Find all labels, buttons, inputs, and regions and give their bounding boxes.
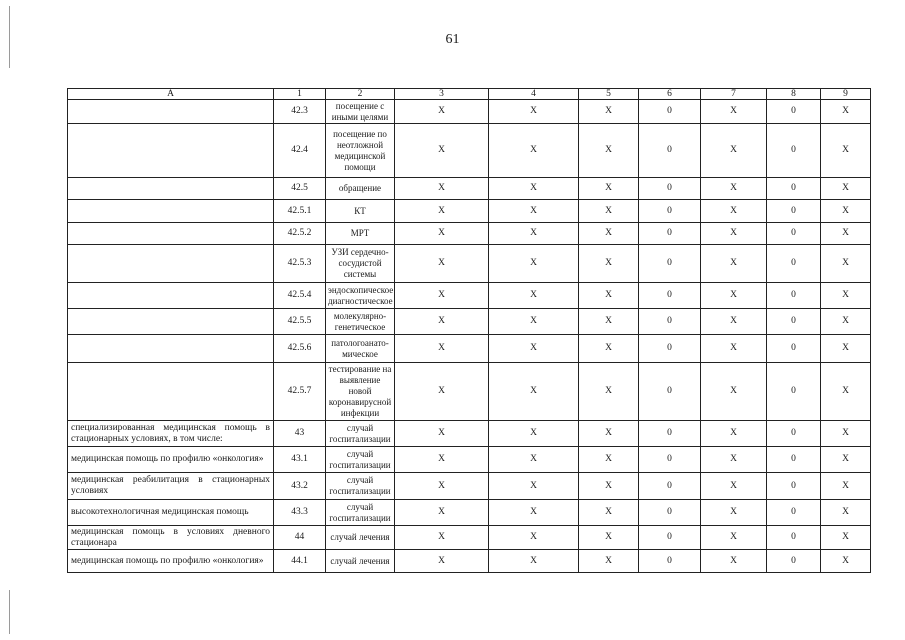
table-row xyxy=(68,309,871,335)
column-header: 6 xyxy=(639,89,701,100)
row-description-cell xyxy=(68,283,274,309)
unit-cell: молекулярно-генетическое xyxy=(326,309,395,335)
value-cell: 0 xyxy=(639,178,701,200)
row-code-cell: 42.4 xyxy=(274,124,326,178)
value-cell: X xyxy=(395,335,489,363)
value-cell: X xyxy=(489,200,579,223)
value-cell: 0 xyxy=(767,335,821,363)
table-row xyxy=(68,500,871,526)
value-cell: X xyxy=(579,200,639,223)
value-cell: X xyxy=(395,283,489,309)
value-cell: X xyxy=(821,124,871,178)
value-cell: X xyxy=(489,178,579,200)
value-cell: X xyxy=(579,550,639,573)
value-cell: X xyxy=(579,100,639,124)
unit-cell: посещение по неотложной медицинской помощи xyxy=(326,124,395,178)
margin-mark-bottom xyxy=(9,590,10,634)
value-cell: X xyxy=(821,421,871,447)
value-cell: X xyxy=(701,550,767,573)
value-cell: X xyxy=(395,526,489,550)
column-header: 3 xyxy=(395,89,489,100)
value-cell: X xyxy=(821,223,871,245)
value-cell: 0 xyxy=(767,124,821,178)
row-description-cell xyxy=(68,178,274,200)
row-description-cell xyxy=(68,223,274,245)
value-cell: 0 xyxy=(639,200,701,223)
value-cell: X xyxy=(579,526,639,550)
table-row xyxy=(68,124,871,178)
value-cell: X xyxy=(489,223,579,245)
row-code-cell: 42.5.1 xyxy=(274,200,326,223)
unit-cell: обращение xyxy=(326,178,395,200)
value-cell: X xyxy=(489,309,579,335)
row-code-cell: 42.3 xyxy=(274,100,326,124)
value-cell: X xyxy=(489,124,579,178)
column-header: 9 xyxy=(821,89,871,100)
value-cell: X xyxy=(579,124,639,178)
value-cell: 0 xyxy=(767,245,821,283)
value-cell: X xyxy=(395,473,489,500)
row-code-cell: 42.5.2 xyxy=(274,223,326,245)
column-header: 1 xyxy=(274,89,326,100)
value-cell: 0 xyxy=(767,223,821,245)
value-cell: X xyxy=(395,550,489,573)
row-description-cell xyxy=(68,200,274,223)
unit-cell: тестирование на выявление новой коронавирусной инфекции xyxy=(326,363,395,421)
value-cell: X xyxy=(821,447,871,473)
value-cell: 0 xyxy=(767,100,821,124)
value-cell: X xyxy=(701,178,767,200)
value-cell: X xyxy=(821,363,871,421)
value-cell: X xyxy=(821,100,871,124)
unit-cell: УЗИ сердечно-сосудистой системы xyxy=(326,245,395,283)
value-cell: X xyxy=(701,473,767,500)
value-cell: X xyxy=(579,283,639,309)
row-code-cell: 42.5.4 xyxy=(274,283,326,309)
unit-cell: случай госпитализации xyxy=(326,500,395,526)
value-cell: 0 xyxy=(767,500,821,526)
row-description-cell xyxy=(68,100,274,124)
column-header: 7 xyxy=(701,89,767,100)
value-cell: X xyxy=(579,245,639,283)
table-row xyxy=(68,200,871,223)
value-cell: 0 xyxy=(767,550,821,573)
unit-cell: эндоскопическое диагностическое xyxy=(326,283,395,309)
unit-cell: патологоанато-мическое xyxy=(326,335,395,363)
value-cell: X xyxy=(701,309,767,335)
table-row xyxy=(68,550,871,573)
column-header: А xyxy=(68,89,274,100)
row-code-cell: 44.1 xyxy=(274,550,326,573)
row-description-cell xyxy=(68,335,274,363)
value-cell: X xyxy=(579,363,639,421)
value-cell: 0 xyxy=(639,100,701,124)
row-description-cell xyxy=(68,124,274,178)
value-cell: 0 xyxy=(639,526,701,550)
table-row xyxy=(68,100,871,124)
value-cell: 0 xyxy=(639,283,701,309)
column-header: 8 xyxy=(767,89,821,100)
value-cell: X xyxy=(701,526,767,550)
value-cell: X xyxy=(489,473,579,500)
row-description-cell: специализированная медицинская помощь в стационарных условиях, в том числе: xyxy=(68,421,274,447)
row-code-cell: 42.5 xyxy=(274,178,326,200)
unit-cell: случай госпитализации xyxy=(326,473,395,500)
table-row xyxy=(68,421,871,447)
row-code-cell: 43 xyxy=(274,421,326,447)
value-cell: 0 xyxy=(767,421,821,447)
value-cell: X xyxy=(821,526,871,550)
row-description-cell xyxy=(68,245,274,283)
value-cell: 0 xyxy=(639,473,701,500)
value-cell: X xyxy=(579,178,639,200)
table-header-row xyxy=(68,89,871,100)
unit-cell: случай лечения xyxy=(326,526,395,550)
row-code-cell: 43.2 xyxy=(274,473,326,500)
page-number: 61 xyxy=(445,32,460,47)
value-cell: 0 xyxy=(767,447,821,473)
value-cell: 0 xyxy=(639,447,701,473)
value-cell: X xyxy=(821,473,871,500)
value-cell: X xyxy=(395,223,489,245)
value-cell: X xyxy=(489,245,579,283)
unit-cell: КТ xyxy=(326,200,395,223)
value-cell: X xyxy=(395,100,489,124)
value-cell: X xyxy=(395,309,489,335)
table-row xyxy=(68,223,871,245)
table-row xyxy=(68,178,871,200)
value-cell: X xyxy=(489,283,579,309)
value-cell: X xyxy=(701,283,767,309)
value-cell: X xyxy=(579,421,639,447)
value-cell: 0 xyxy=(639,309,701,335)
value-cell: X xyxy=(395,363,489,421)
value-cell: X xyxy=(821,283,871,309)
unit-cell: МРТ xyxy=(326,223,395,245)
unit-cell: случай госпитализации xyxy=(326,421,395,447)
value-cell: X xyxy=(821,200,871,223)
value-cell: X xyxy=(489,100,579,124)
table-row xyxy=(68,526,871,550)
unit-cell: случай лечения xyxy=(326,550,395,573)
value-cell: X xyxy=(701,335,767,363)
table-row xyxy=(68,363,871,421)
row-description-cell: высокотехнологичная медицинская помощь xyxy=(68,500,274,526)
value-cell: X xyxy=(395,178,489,200)
value-cell: X xyxy=(579,335,639,363)
value-cell: X xyxy=(821,335,871,363)
row-description-cell: медицинская помощь в условиях дневного стационара xyxy=(68,526,274,550)
value-cell: X xyxy=(489,447,579,473)
value-cell: X xyxy=(701,363,767,421)
value-cell: 0 xyxy=(767,200,821,223)
value-cell: X xyxy=(821,500,871,526)
table-row xyxy=(68,283,871,309)
value-cell: 0 xyxy=(639,363,701,421)
data-table xyxy=(67,88,871,573)
value-cell: 0 xyxy=(767,178,821,200)
value-cell: X xyxy=(701,200,767,223)
table-row xyxy=(68,447,871,473)
value-cell: 0 xyxy=(767,309,821,335)
value-cell: X xyxy=(489,526,579,550)
column-header: 5 xyxy=(579,89,639,100)
value-cell: X xyxy=(701,421,767,447)
row-description-cell: медицинская реабилитация в стационарных условиях xyxy=(68,473,274,500)
value-cell: X xyxy=(395,447,489,473)
value-cell: 0 xyxy=(767,526,821,550)
value-cell: 0 xyxy=(639,550,701,573)
row-code-cell: 44 xyxy=(274,526,326,550)
value-cell: X xyxy=(701,245,767,283)
value-cell: X xyxy=(395,500,489,526)
value-cell: X xyxy=(395,421,489,447)
value-cell: 0 xyxy=(639,223,701,245)
value-cell: 0 xyxy=(767,473,821,500)
table-row xyxy=(68,245,871,283)
row-code-cell: 42.5.6 xyxy=(274,335,326,363)
table-body xyxy=(68,100,871,573)
value-cell: X xyxy=(489,421,579,447)
value-cell: X xyxy=(579,447,639,473)
unit-cell: посещение с иными целями xyxy=(326,100,395,124)
value-cell: X xyxy=(821,550,871,573)
row-description-cell xyxy=(68,363,274,421)
unit-cell: случай госпитализации xyxy=(326,447,395,473)
value-cell: 0 xyxy=(639,500,701,526)
value-cell: X xyxy=(701,100,767,124)
value-cell: X xyxy=(579,500,639,526)
table-row xyxy=(68,473,871,500)
value-cell: X xyxy=(701,223,767,245)
value-cell: 0 xyxy=(639,335,701,363)
row-code-cell: 43.1 xyxy=(274,447,326,473)
value-cell: 0 xyxy=(639,421,701,447)
value-cell: X xyxy=(701,447,767,473)
column-header: 4 xyxy=(489,89,579,100)
value-cell: 0 xyxy=(639,245,701,283)
row-description-cell: медицинская помощь по профилю «онкология» xyxy=(68,447,274,473)
value-cell: 0 xyxy=(767,363,821,421)
value-cell: X xyxy=(821,178,871,200)
value-cell: X xyxy=(821,309,871,335)
value-cell: 0 xyxy=(639,124,701,178)
row-code-cell: 42.5.3 xyxy=(274,245,326,283)
value-cell: X xyxy=(821,245,871,283)
value-cell: X xyxy=(489,550,579,573)
value-cell: X xyxy=(701,500,767,526)
table-row xyxy=(68,335,871,363)
row-description-cell xyxy=(68,309,274,335)
value-cell: X xyxy=(395,200,489,223)
value-cell: X xyxy=(395,124,489,178)
value-cell: X xyxy=(701,124,767,178)
row-description-cell: медицинская помощь по профилю «онкология» xyxy=(68,550,274,573)
row-code-cell: 43.3 xyxy=(274,500,326,526)
column-header: 2 xyxy=(326,89,395,100)
value-cell: X xyxy=(489,335,579,363)
value-cell: X xyxy=(395,245,489,283)
value-cell: X xyxy=(579,223,639,245)
row-code-cell: 42.5.7 xyxy=(274,363,326,421)
value-cell: X xyxy=(489,500,579,526)
value-cell: X xyxy=(489,363,579,421)
value-cell: X xyxy=(579,309,639,335)
value-cell: 0 xyxy=(767,283,821,309)
value-cell: X xyxy=(579,473,639,500)
row-code-cell: 42.5.5 xyxy=(274,309,326,335)
